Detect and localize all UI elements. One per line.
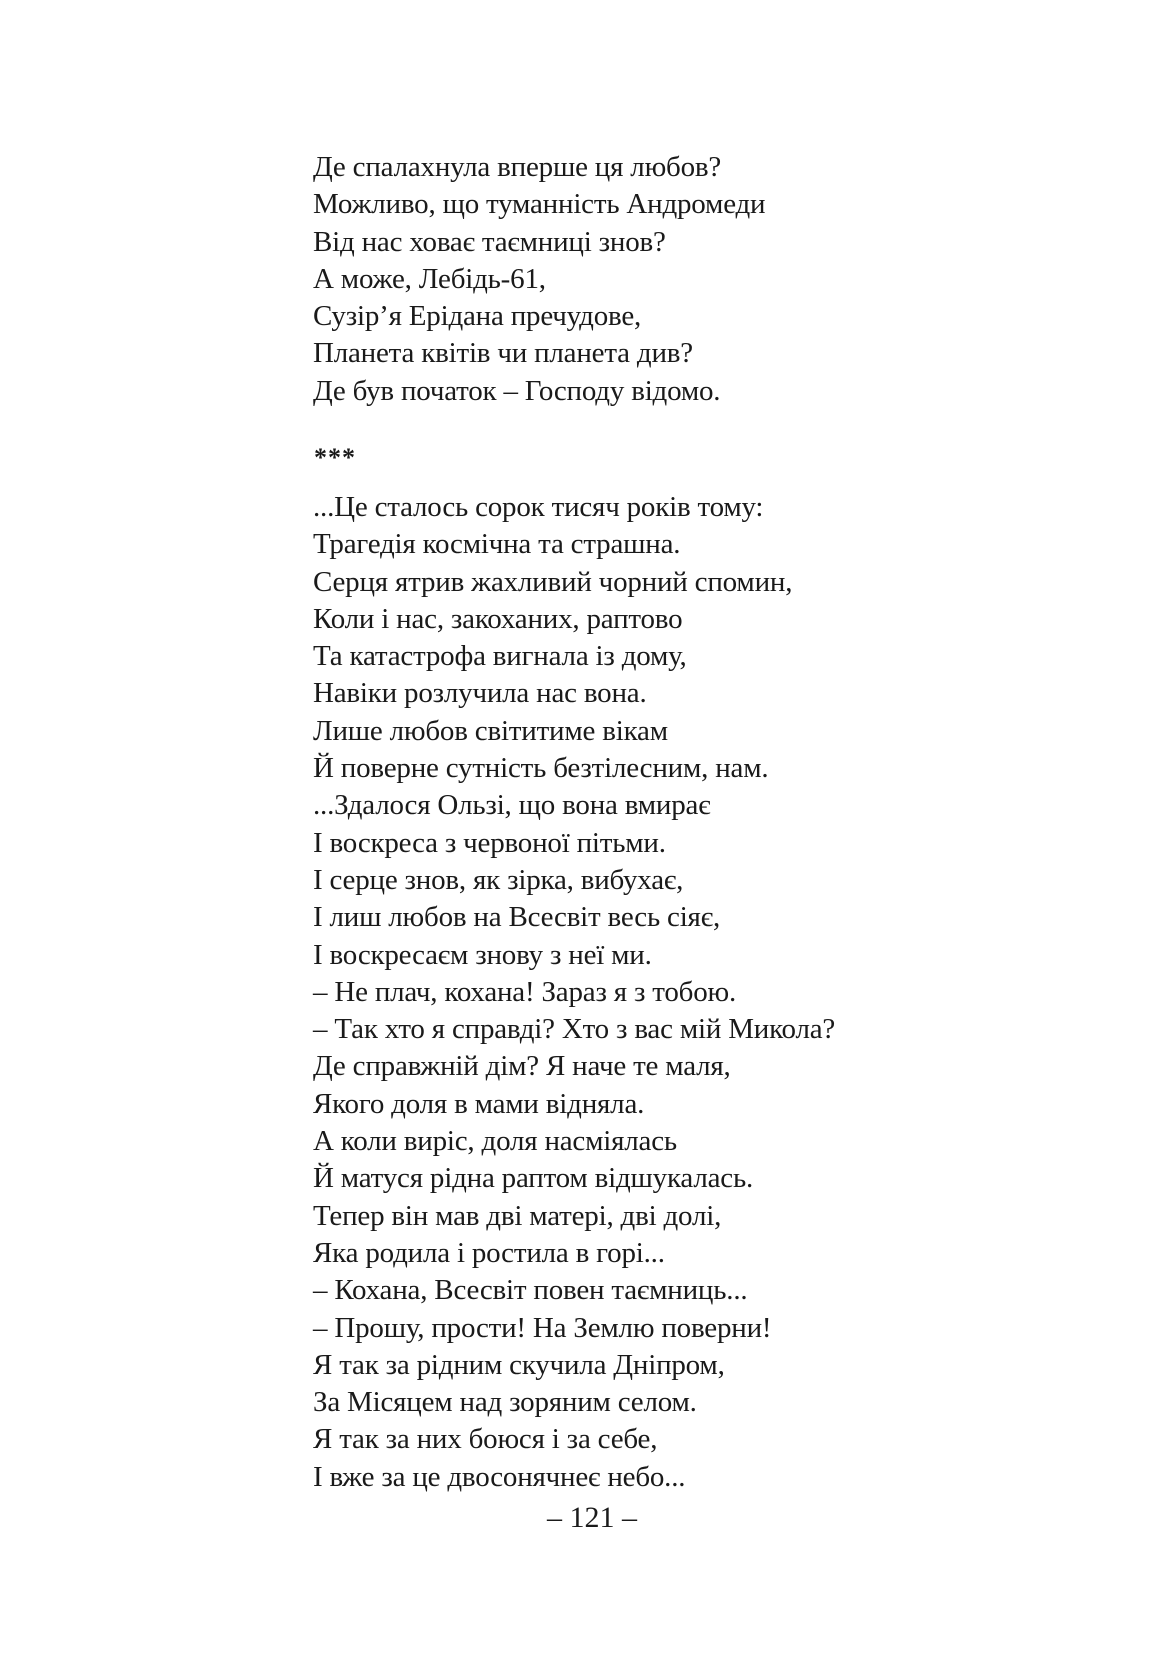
poem-line: – Так хто я справді? Хто з вас мій Микола? [313,1013,836,1046]
poem-line: І вже за це двосонячнеє небо... [313,1460,686,1493]
poem-line: І серце знов, як зірка, вибухає, [313,863,684,896]
poem-line: – Не плач, кохана! Зараз я з тобою. [313,975,737,1008]
poem-line: Де справжній дім? Я наче те маля, [313,1050,731,1083]
poem-line: А коли виріс, доля насміялась [313,1125,677,1158]
poem-line: Трагедія космічна та страшна. [313,528,681,561]
poem-line: Я так за них боюся і за себе, [313,1423,658,1456]
poem-line: І воскреса з червоної пітьми. [313,826,666,859]
stanza-1 [313,149,765,410]
poem-line: Лише любов світитиме вікам [313,714,668,747]
poem-line: І воскресаєм знову з неї ми. [313,938,652,971]
poem-line: Де був початок – Господу відомо. [313,374,721,407]
poem-line: За Місяцем над зоряним селом. [313,1386,697,1419]
poem-line: Яка родила і ростила в горі... [313,1236,665,1269]
poem-line: Якого доля в мами відняла. [313,1087,645,1120]
poem-line: Та катастрофа вигнала із дому, [313,640,687,673]
poem-line: Сузір’я Ерідана пречудове, [313,300,642,333]
poem-line: Від нас ховає таємниці знов? [313,225,666,258]
stanza-2 [313,489,835,1496]
poem-line: Серця ятрив жахливий чорний спомин, [313,565,793,598]
poem-line: Де спалахнула вперше ця любов? [313,151,722,183]
poem-line: Коли і нас, закоханих, раптово [313,602,683,635]
poem-line: – Кохана, Всесвіт повен таємниць... [313,1274,748,1307]
poem-line: Й поверне сутність безтілесним, нам. [313,752,769,785]
poem-line: Планета квітів чи планета див? [313,337,693,370]
page-number: – 121 – [547,1501,637,1534]
section-separator: *** [314,443,356,472]
poem-line: Навіки розлучила нас вона. [313,677,647,710]
poem-line: – Прошу, прости! На Землю поверни! [313,1311,772,1344]
poem-line: І лиш любов на Всесвіт весь сіяє, [313,901,720,934]
poem-line: А може, Лебідь-61, [313,262,546,295]
poem-line: Тепер він мав дві матері, дві долі, [313,1199,722,1232]
poem-line: Я так за рідним скучила Дніпром, [313,1348,725,1381]
poem-line: ...Це сталось сорок тисяч років тому: [313,491,764,523]
poem-line: Й матуся рідна раптом відшукалась. [313,1162,754,1195]
poem-line: ...Здалося Ользі, що вона вмирає [313,789,711,822]
poem-line: Можливо, що туманність Андромеди [313,188,766,221]
